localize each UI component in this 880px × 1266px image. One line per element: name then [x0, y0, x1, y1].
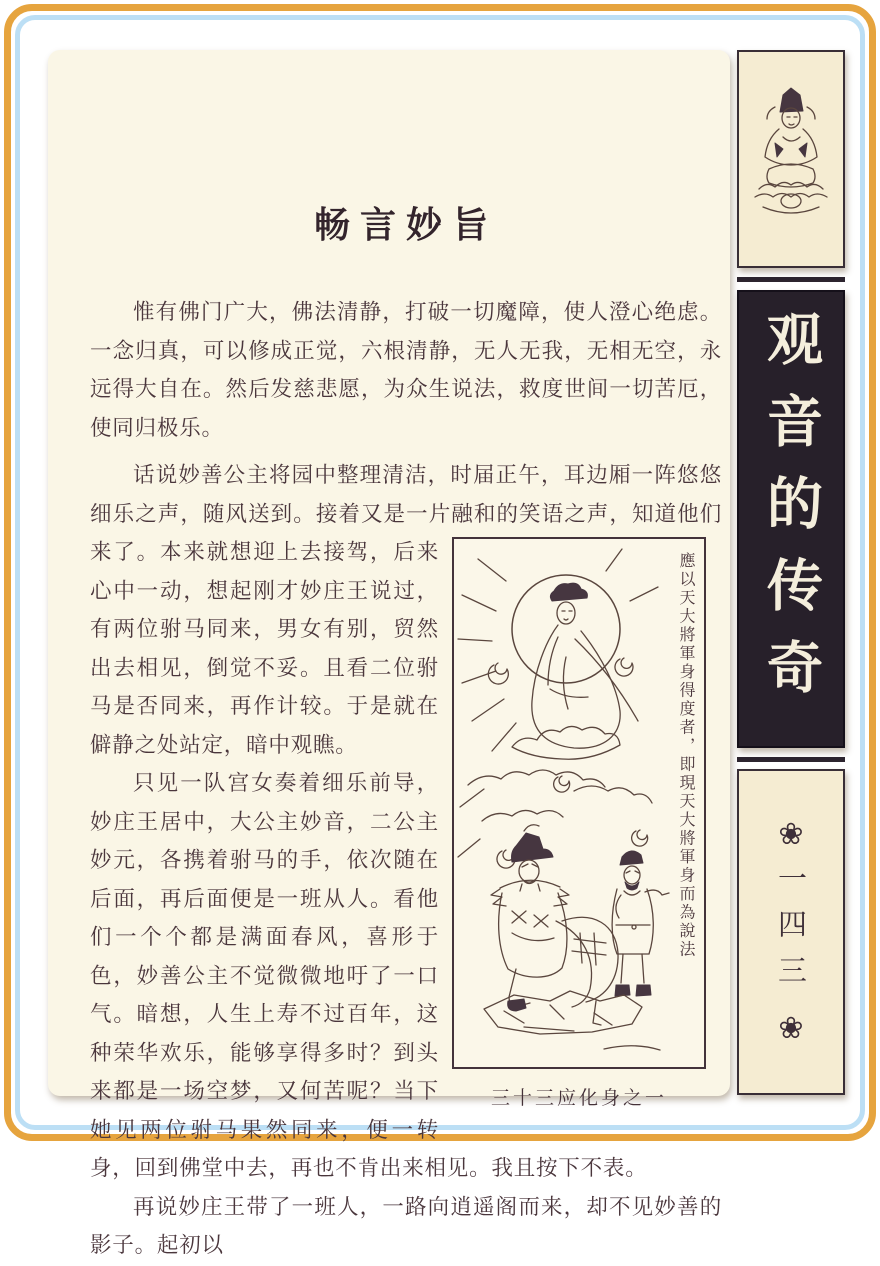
buddha-woodcut-box — [737, 50, 845, 268]
guanyin-illustration — [452, 537, 706, 1118]
paragraph-3: 只见一队宫女奏着细乐前导，妙庄王居中，大公主妙音，二公主妙元，各携着驸马的手，依次随在后面，再后面便是一班从人。看他们一个个都是满面春风，喜形于色，妙善公主不觉微微地吁了一口气。暗想，人生上寿不过百年，这种荣华欢乐，能够享得多时？到头来都是一场空梦，又何苦呢？当下她见两位驸马果然同来，便一转身，回到佛堂中去，再也不肯出来相见。我且按下不表。 — [90, 771, 648, 1181]
flower-ornament-top-icon: ❀ — [778, 817, 804, 852]
page-number: 一四三 — [774, 863, 808, 1001]
body-text — [90, 294, 722, 1266]
guanyin-drawing-icon — [454, 539, 670, 1067]
book-page — [48, 50, 730, 1258]
illustration-side-text: 應以天大將軍身得度者，即現天大將軍身而為說法 — [677, 552, 696, 959]
divider-rule-bottom — [737, 757, 845, 762]
sidebar — [737, 0, 845, 1145]
paragraph-2-after-figure: 来就想迎上去接驾，后来心中一动，想起刚才妙庄王说过，有两位驸马同来，男女有别，贸然出去相见，倒觉不妥。且看二位驸马是否同来，再作计较。于是就在僻静之处站定，暗中观瞧。 — [90, 540, 439, 758]
divider-rule-top — [737, 277, 845, 282]
chapter-title: 畅言妙旨 — [313, 204, 498, 246]
paragraph-4: 再说妙庄王带了一班人，一路向逍遥阁而来，却不见妙善的影子。起初以 — [90, 1194, 722, 1258]
page-content — [90, 50, 722, 1266]
illustration-caption: 三十三应化身之一 — [490, 1087, 667, 1109]
paragraph-1: 惟有佛门广大，佛法清静，打破一切魔障，使人澄心绝虑。一念归真，可以修成正觉，六根清静，无人无我，无相无空，永远得大自在。然后发慈悲愿，为众生说法，救度世间一切苦厄，使同归极乐。 — [90, 300, 722, 441]
page-number-box — [737, 769, 845, 1095]
book-title-vertical: 观音的传奇 — [758, 310, 824, 720]
buddha-icon — [745, 85, 837, 233]
illustration-border-box — [452, 537, 706, 1069]
paragraph-2-before-figure: 话说妙善公主将园中整理清洁，时届正午，耳边厢一阵悠悠细乐之声，随风送到。接着又是一片融和的笑语之声，知道他们来了。本 — [90, 463, 722, 565]
flower-ornament-bottom-icon: ❀ — [778, 1011, 804, 1046]
book-title-banner — [737, 290, 845, 748]
